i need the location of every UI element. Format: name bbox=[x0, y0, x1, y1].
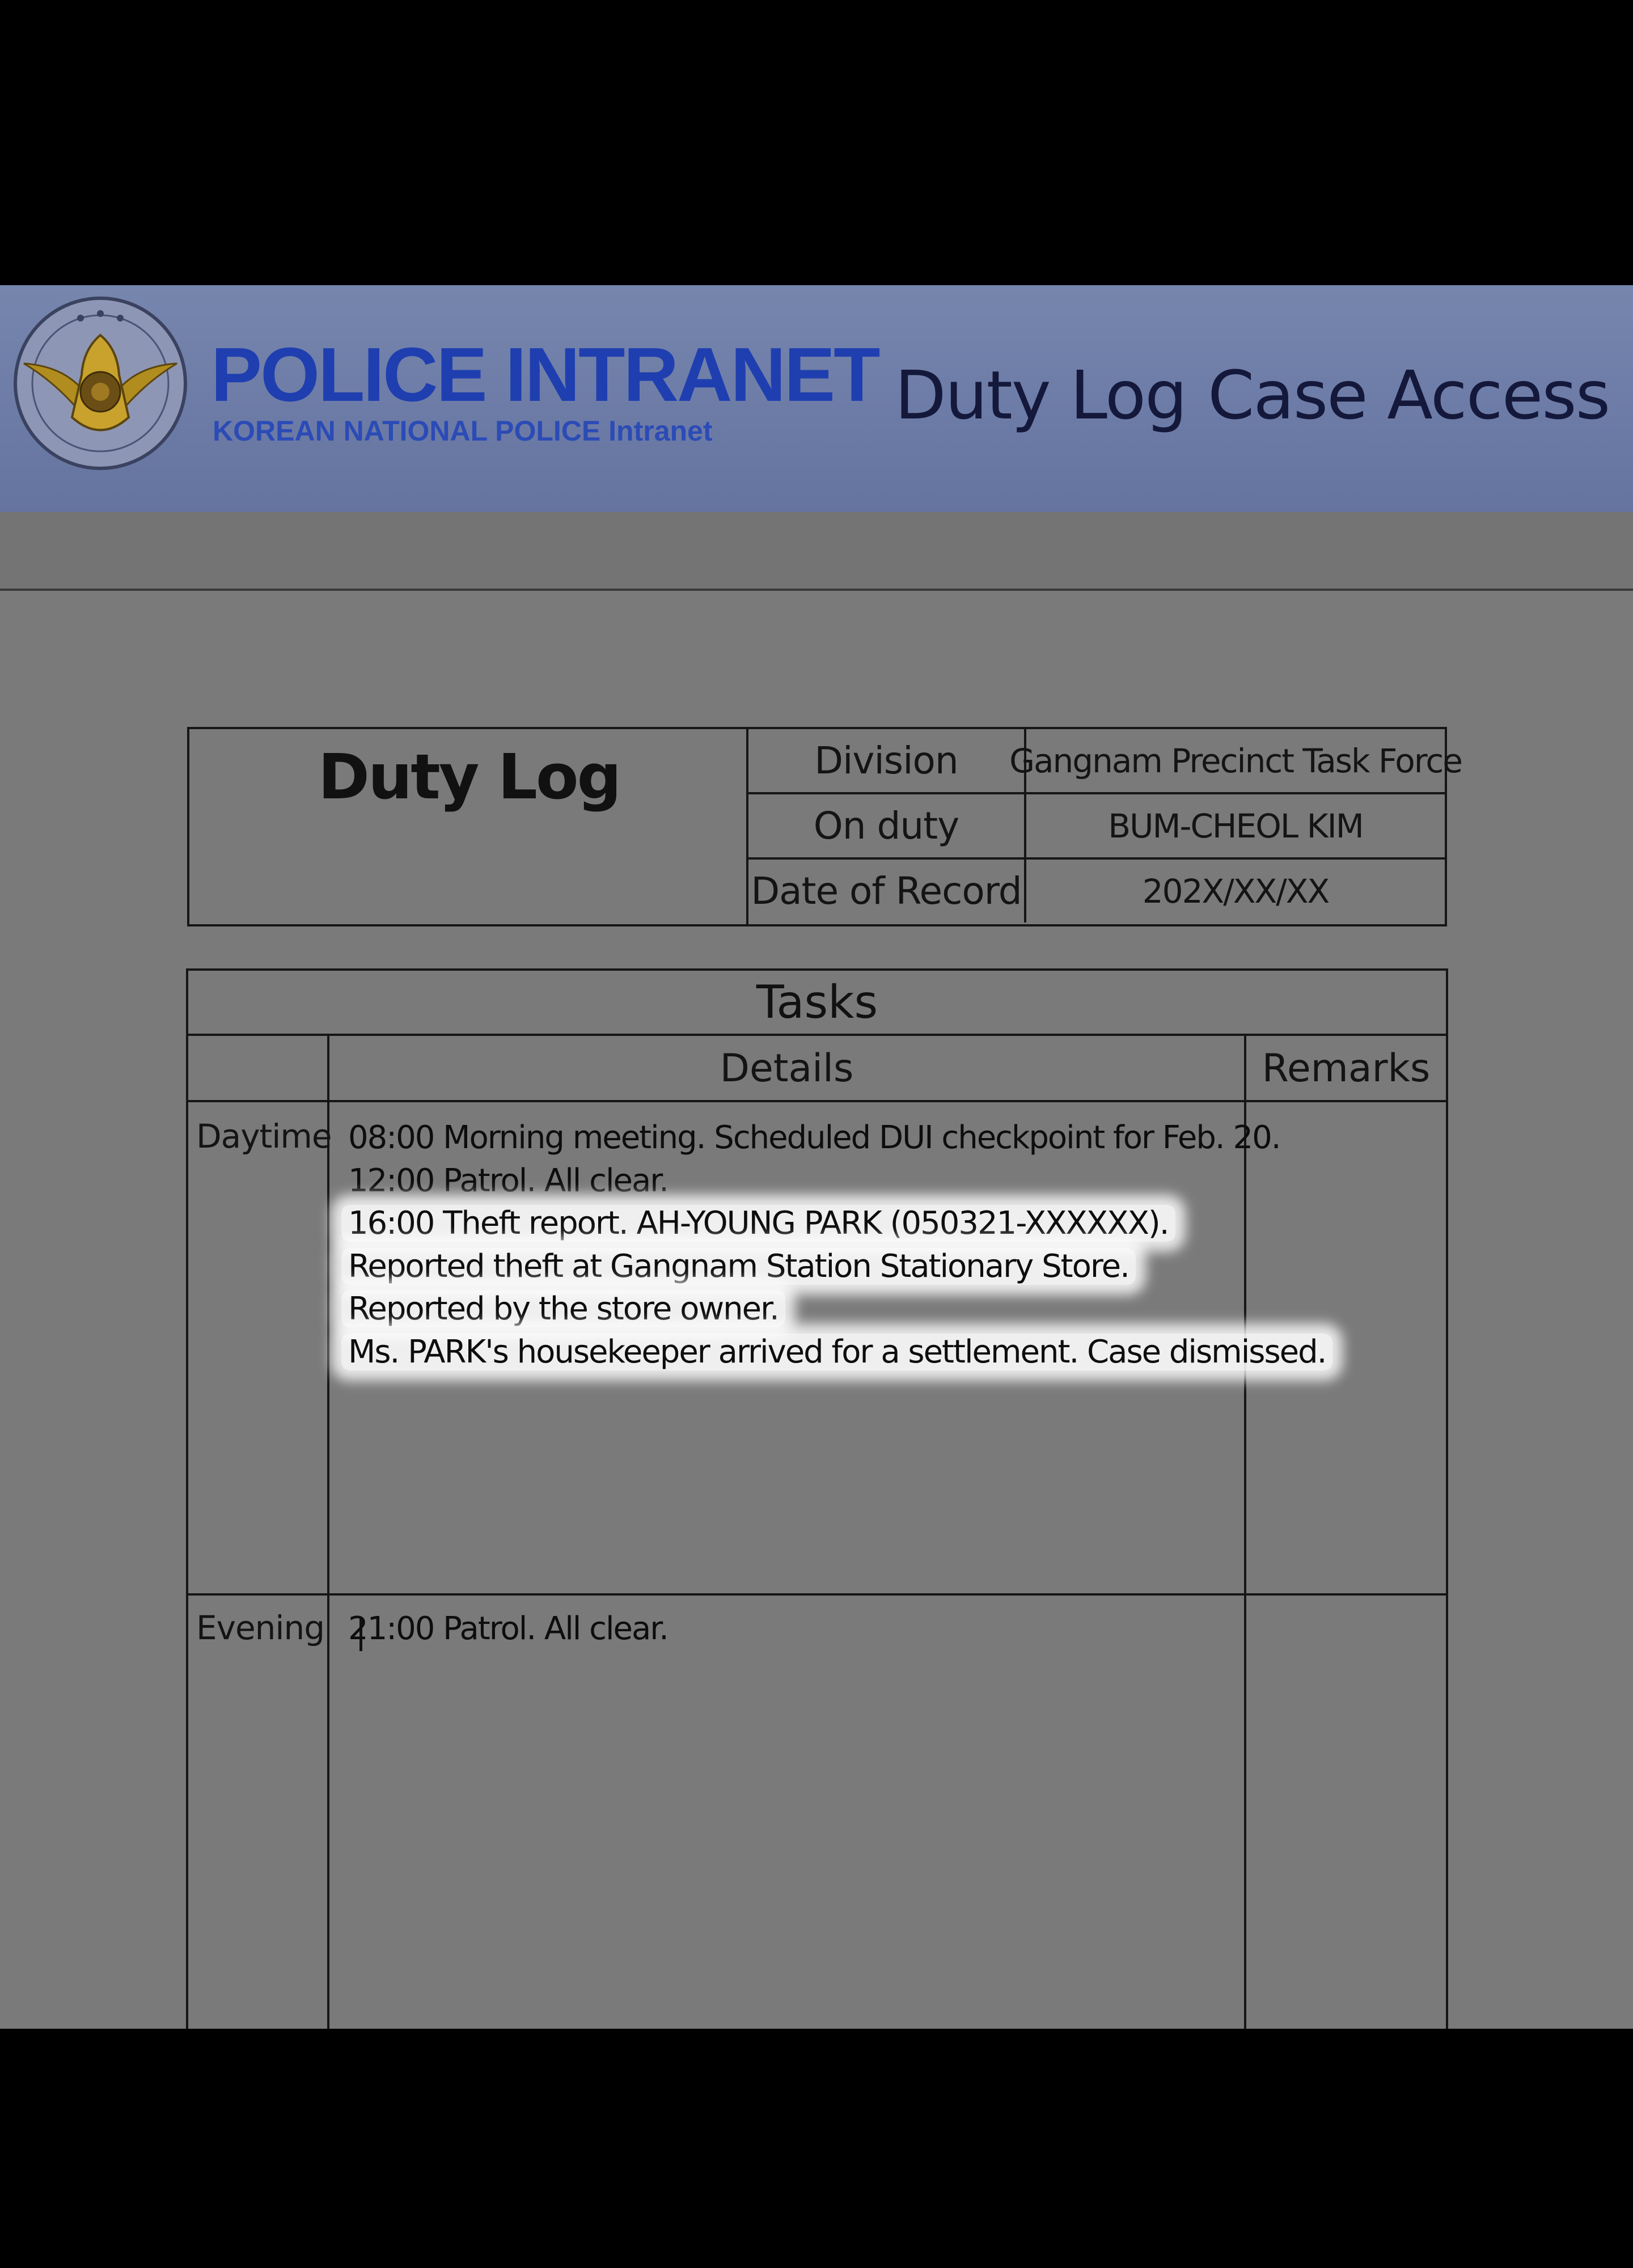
nav-case-access[interactable]: Case Access bbox=[1208, 356, 1610, 434]
division-value[interactable]: Gangnam Precinct Task Force bbox=[1009, 741, 1462, 780]
duty-log-title-cell bbox=[189, 729, 748, 924]
remarks-column-header: Remarks bbox=[1262, 1046, 1431, 1091]
info-row-division bbox=[748, 729, 1462, 794]
division-label: Division bbox=[748, 729, 1026, 792]
info-row-date bbox=[748, 860, 1445, 925]
info-row-on-duty bbox=[748, 794, 1445, 860]
detail-line-highlighted: Reported theft at Gangnam Station Stationary Store. bbox=[348, 1248, 1136, 1285]
toolbar-strip bbox=[0, 512, 1633, 591]
detail-line-highlighted: Reported by the store owner. bbox=[348, 1290, 785, 1327]
detail-line: 12:00 Patrol. All clear. bbox=[348, 1162, 668, 1199]
evening-remarks-cell[interactable] bbox=[1246, 1596, 1446, 2029]
on-duty-label: On duty bbox=[748, 794, 1026, 857]
detail-line-highlighted: Ms. PARK's housekeeper arrived for a settlement. Case dismissed. bbox=[348, 1334, 1332, 1370]
on-duty-value[interactable]: BUM-CHEOL KIM bbox=[1108, 806, 1363, 845]
divider-label-column bbox=[327, 1036, 329, 2029]
daytime-remarks-cell[interactable] bbox=[1246, 1102, 1446, 1593]
evening-row-label: Evening bbox=[196, 1609, 325, 1647]
detail-line-highlighted: 16:00 Theft report. AH-YOUNG PARK (050321-XXXXXX). bbox=[348, 1205, 1175, 1242]
police-emblem-logo bbox=[12, 295, 188, 471]
detail-line: 21:00 Patrol. All clear. bbox=[348, 1610, 668, 1647]
tasks-table bbox=[186, 968, 1448, 2029]
date-of-record-value[interactable]: 202X/XX/XX bbox=[1142, 871, 1329, 911]
duty-log-document bbox=[0, 591, 1633, 2029]
duty-log-info-table bbox=[187, 727, 1462, 926]
duty-log-title: Duty Log bbox=[318, 741, 620, 813]
daytime-row-label: Daytime bbox=[196, 1117, 332, 1156]
date-of-record-label: Date of Record bbox=[748, 860, 1026, 923]
detail-line: 08:00 Morning meeting. Scheduled DUI checkpoint for Feb. 20. bbox=[348, 1119, 1280, 1156]
nav-duty-log[interactable]: Duty Log bbox=[895, 356, 1187, 434]
brand-title: POLICE INTRANET bbox=[211, 332, 879, 417]
details-column-header: Details bbox=[720, 1046, 854, 1091]
brand-subtitle: KOREAN NATIONAL POLICE Intranet bbox=[213, 415, 713, 447]
intranet-screen bbox=[0, 285, 1633, 2029]
intranet-header bbox=[0, 285, 1633, 512]
tasks-title: Tasks bbox=[188, 971, 1446, 1036]
